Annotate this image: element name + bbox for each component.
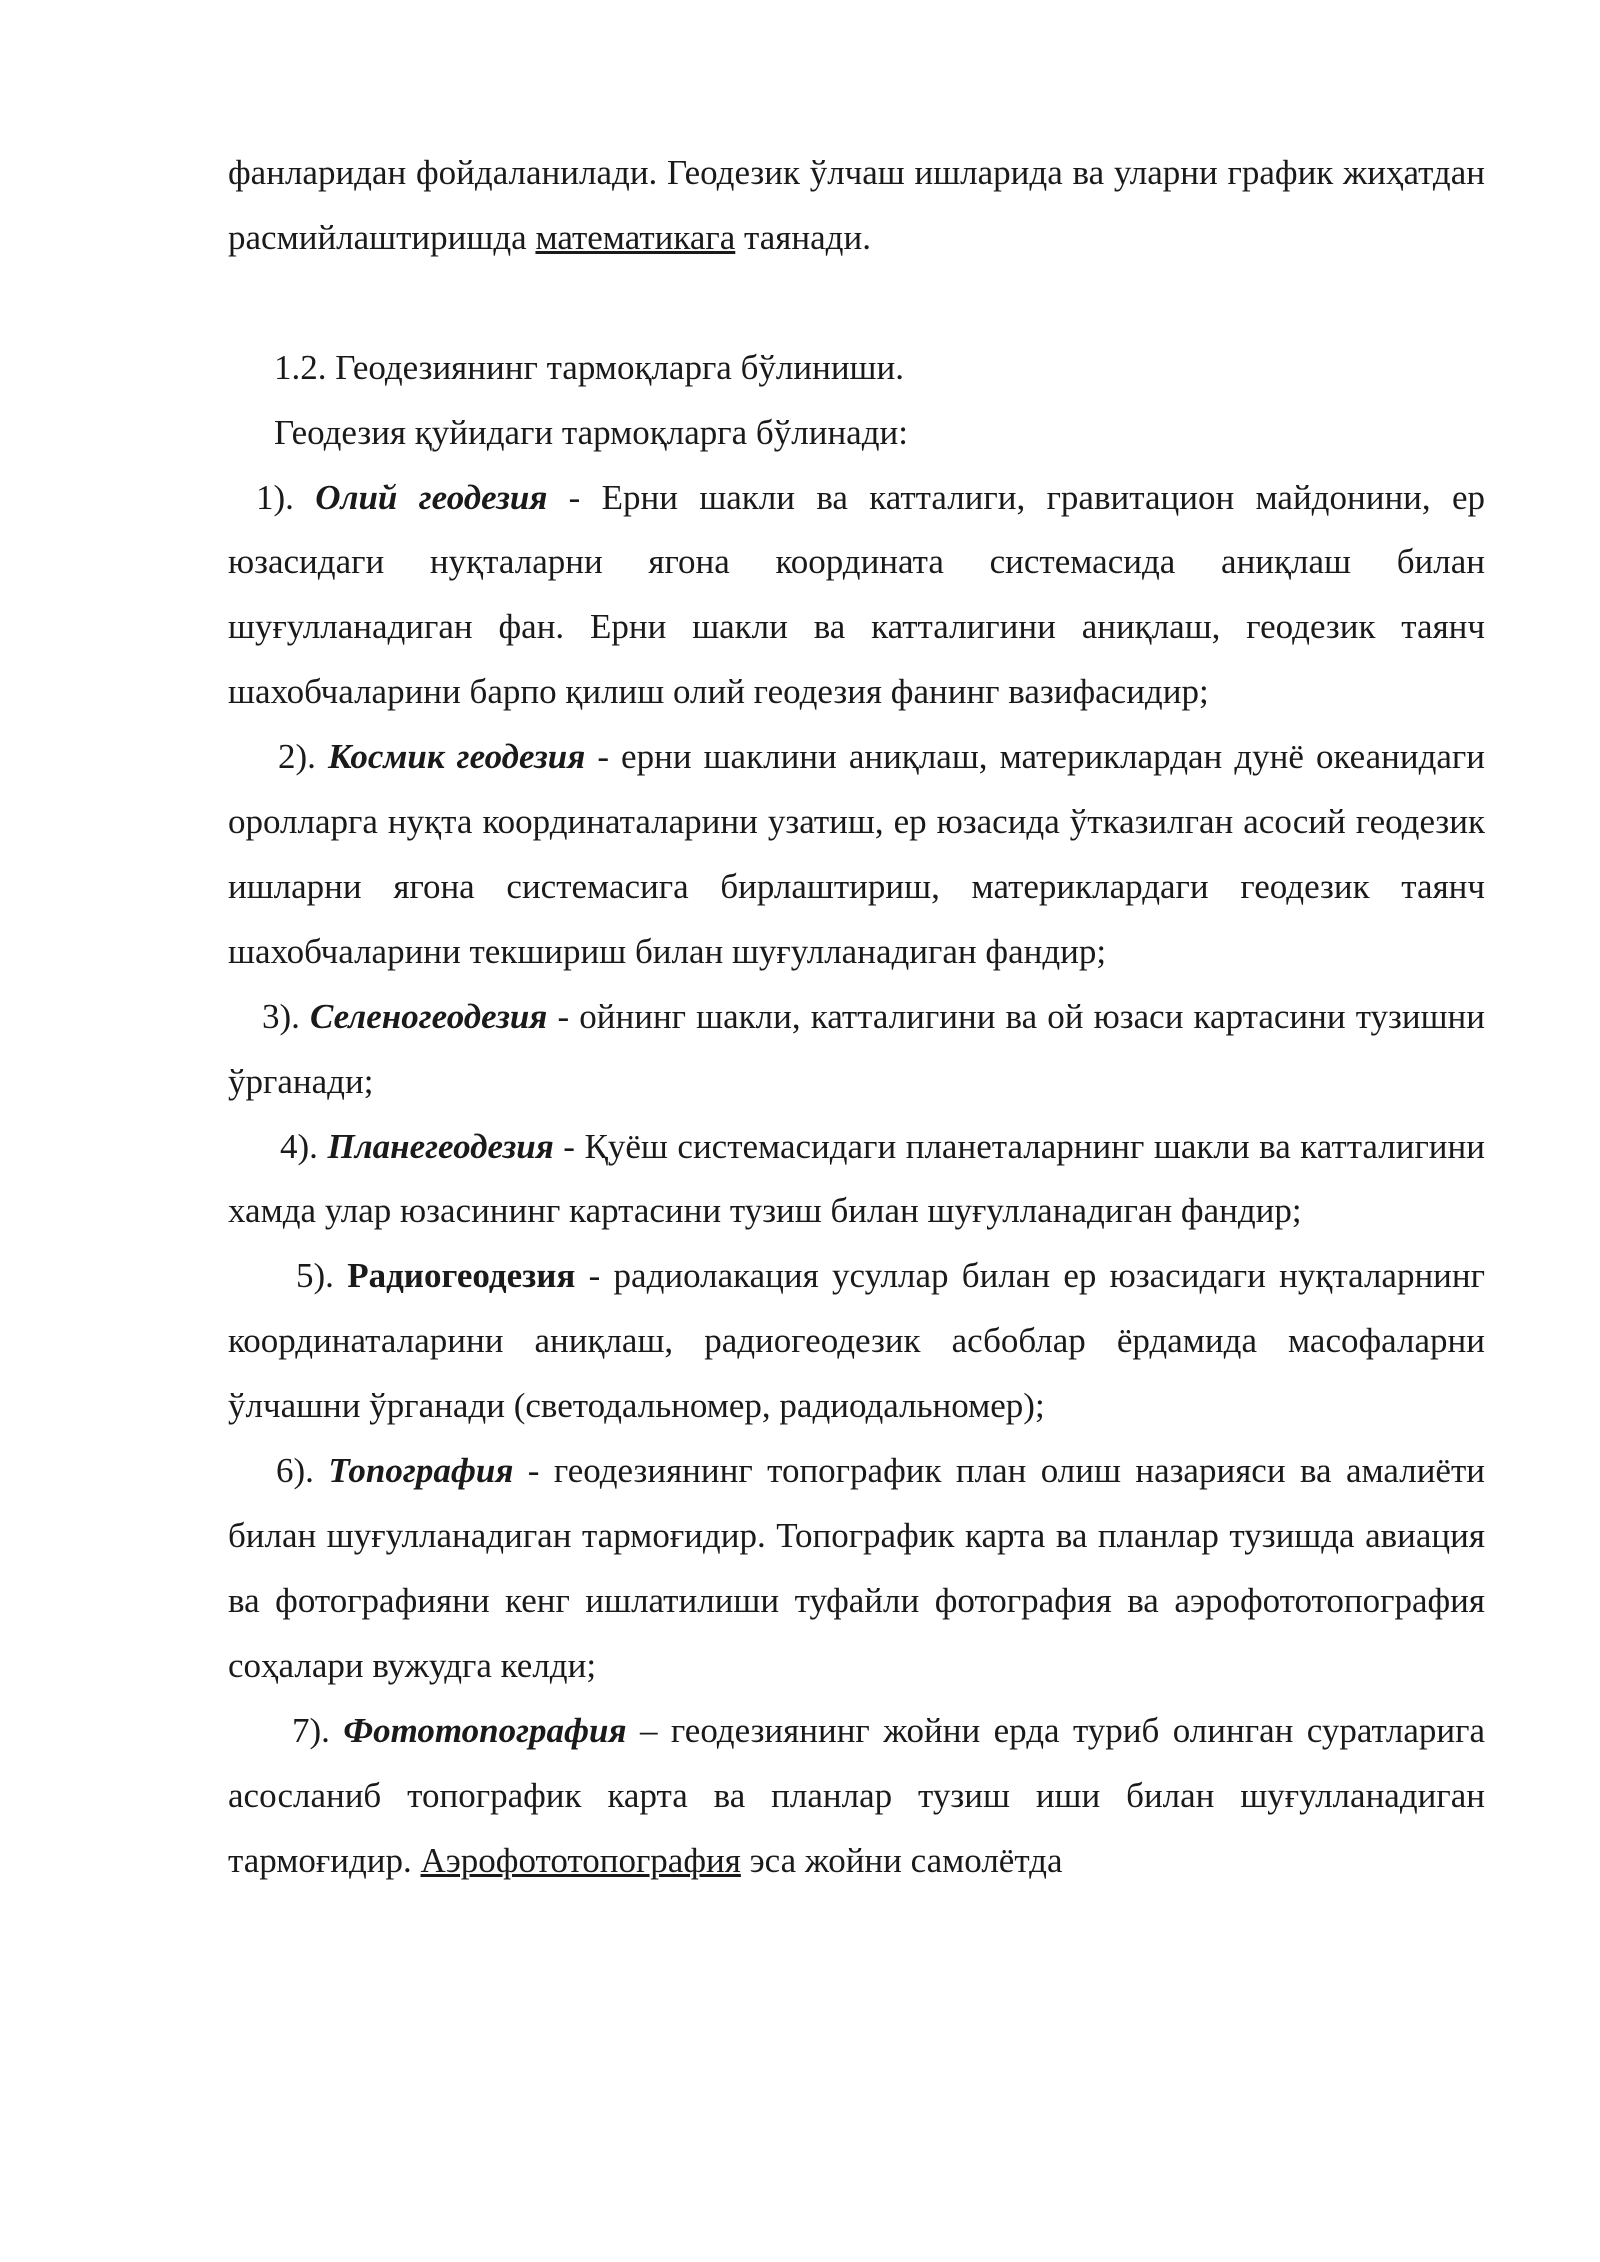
item-text: - ойнинг шакли, катталигини ва ой юзаси картасини тузишни ўрганади; [228, 996, 1486, 1101]
item-term: Радиогеодезия [347, 1256, 576, 1296]
hyperlink-aerophototopography[interactable]: Аэрофототопография [420, 1840, 741, 1880]
list-item-1 [228, 466, 1485, 726]
item-number: 4). [280, 1126, 328, 1166]
item-number: 7). [292, 1710, 344, 1750]
item-text: – геодезиянинг жойни ерда туриб олинган суратларига асосланиб топографик карта ва планлар тузиш иши билан шуғулланадиган тармоғидир. [228, 1710, 1486, 1880]
list-item-2 [228, 725, 1485, 985]
item-text: - радиолакация усуллар билан ер юзасидаги нуқталарнинг координаталарини аниқлаш, радиогеодезик асбоблар ёрдамида масофаларни ўлчашни ўрганади (светодальномер, радиодальномер); [228, 1256, 1485, 1426]
item-term: Планегеодезия [327, 1126, 554, 1166]
list-item-6 [228, 1439, 1485, 1699]
paragraph-text: таянади. [735, 217, 871, 257]
item-number: 1). [256, 477, 316, 517]
list-item-4 [228, 1115, 1485, 1245]
list-item-3 [228, 985, 1485, 1115]
item-text: эса жойни самолётда [740, 1840, 1063, 1880]
item-term: Селеногеодезия [310, 996, 548, 1036]
item-text: - Ерни шакли ва катталиги, гравитацион майдонини, ер юзасидаги нуқталарни ягона координата системасида аниқлаш билан шуғулланадиган фан. Ерни шакли ва катталигини аниқлаш, геодезик таянч шахобчаларини барпо қилиш олий геодезия фанинг вазифасидир; [228, 477, 1486, 712]
item-term: Фототопография [343, 1710, 627, 1750]
item-text: - Қуёш системасидаги планеталарнинг шакли ва катталигини хамда улар юзасининг картасини тузиш билан шуғулланадиган фандир; [228, 1126, 1485, 1231]
item-term: Космик геодезия [327, 737, 586, 777]
list-item-7 [228, 1699, 1485, 1894]
item-number: 6). [276, 1451, 329, 1491]
blank-line [228, 271, 1485, 336]
item-term: Топография [328, 1451, 514, 1491]
hyperlink-mathematics[interactable]: математикага [535, 217, 736, 257]
item-text: - геодезиянинг топографик план олиш назарияси ва амалиёти билан шуғулланадиган тармоғидир. Топографик карта ва планлар тузишда авиация ва фотографияни кенг ишлатилиши туфайли фотография ва аэрофототопография соҳалари вужудга келди; [228, 1451, 1485, 1685]
paragraph-intro-continuation [228, 141, 1485, 271]
item-number: 3). [262, 996, 311, 1036]
item-text: - ерни шаклини аниқлаш, материклардан дунё океанидаги оролларга нуқта координаталарини узатиш, ер юзасида ўтказилган асосий геодезик ишларни ягона системасига бирлаштириш, материклардаги геодезик таянч шахобчаларини текшириш билан шуғулланадиган фандир; [228, 737, 1485, 971]
paragraph-text: фанларидан фойдаланилади. Геодезик ўлчаш ишларида ва уларни график жиҳатдан расмийлаштиришда [228, 153, 1485, 257]
item-term: Олий геодезия [315, 477, 548, 517]
document-body [228, 141, 1485, 1893]
item-number: 5). [296, 1256, 348, 1296]
section-intro: Геодезия қуйидаги тармоқларга бўлинади: [274, 412, 908, 452]
section-heading: 1.2. Геодезиянинг тармоқларга бўлиниши. [274, 347, 904, 387]
list-item-5 [228, 1244, 1485, 1439]
item-number: 2). [278, 737, 328, 777]
